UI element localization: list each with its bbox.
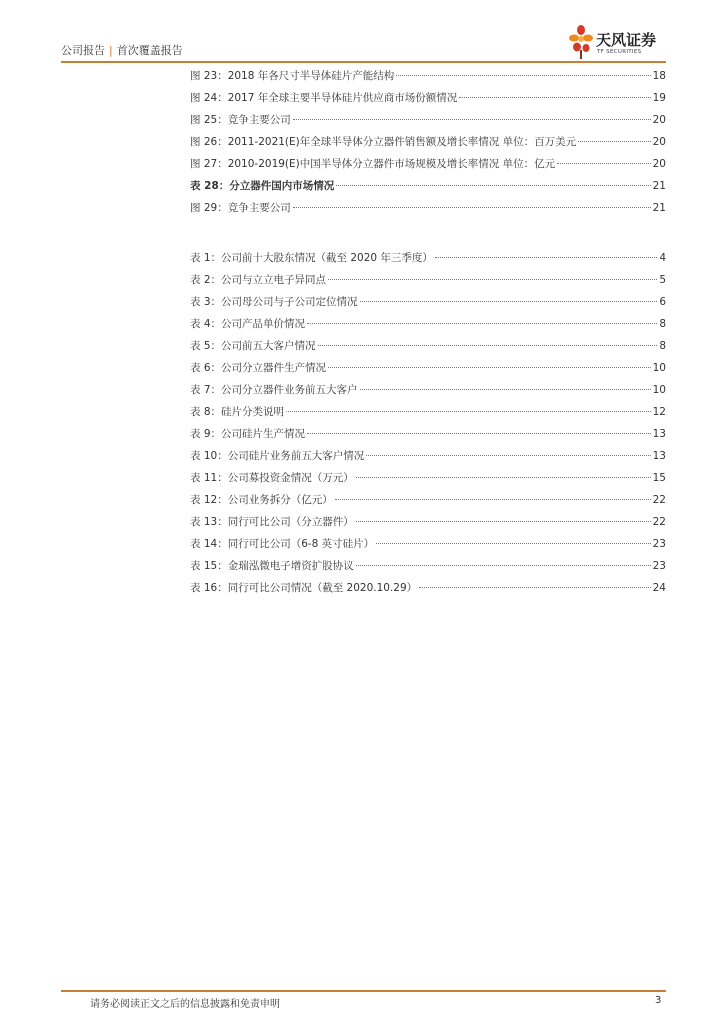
table-entry[interactable] [190,448,666,470]
entry-page-number: 8 [659,340,666,352]
figure-entry[interactable] [190,112,666,134]
table-entry[interactable] [190,360,666,382]
table-entry[interactable] [190,250,666,272]
entry-page-number: 20 [652,158,666,170]
dot-leader [376,543,650,544]
figure-entry[interactable] [190,134,666,156]
dot-leader [293,119,651,120]
entry-page-number: 21 [652,202,666,214]
entry-title: 表 1：公司前十大股东情况（截至 2020 年三季度） [190,252,433,264]
entry-title: 表 12：公司业务拆分（亿元） [190,494,333,506]
table-list [190,250,666,602]
dot-leader [328,367,651,368]
dot-leader [293,207,651,208]
figure-entry[interactable] [190,200,666,222]
dot-leader [336,185,650,186]
entry-page-number: 22 [652,516,666,528]
entry-page-number: 13 [652,450,666,462]
dot-leader [356,477,651,478]
entry-title: 表 28：分立器件国内市场情况 [190,180,335,192]
entry-page-number: 18 [652,70,666,82]
entry-title: 表 10：公司硅片业务前五大客户情况 [190,450,365,462]
entry-title: 图 25：竞争主要公司 [190,114,291,126]
table-entry[interactable] [190,426,666,448]
table-entry[interactable] [190,294,666,316]
dot-leader [360,389,651,390]
dot-leader [578,141,651,142]
entry-page-number: 5 [659,274,666,286]
figure-entry[interactable] [190,156,666,178]
dot-leader [356,565,651,566]
header-right: 首次覆盖报告 [116,44,183,57]
table-entry[interactable] [190,316,666,338]
entry-page-number: 4 [659,252,666,264]
entry-title: 表 11：公司募投资金情况（万元） [190,472,354,484]
entry-page-number: 6 [659,296,666,308]
figure-entry[interactable] [190,90,666,112]
entry-page-number: 15 [652,472,666,484]
header-left: 公司报告 [61,44,105,57]
table-entry[interactable] [190,382,666,404]
entry-title: 表 6：公司分立器件生产情况 [190,362,327,374]
logo-text-cn: 天风证券 [596,31,657,49]
header-separator: | [109,44,113,57]
table-entry[interactable] [190,558,666,580]
entry-title: 表 15：金瑞泓微电子增资扩股协议 [190,560,354,572]
footer-divider [61,990,666,992]
dot-leader [307,323,657,324]
entry-page-number: 19 [652,92,666,104]
entry-page-number: 22 [652,494,666,506]
dot-leader [360,301,658,302]
entry-page-number: 20 [652,114,666,126]
entry-title: 表 7：公司分立器件业务前五大客户 [190,384,358,396]
company-logo [568,22,672,62]
figure-list [190,68,666,222]
entry-title: 表 14：同行可比公司（6-8 英寸硅片） [190,538,375,550]
entry-page-number: 10 [652,384,666,396]
entry-page-number: 13 [652,428,666,440]
dot-leader [328,279,657,280]
entry-title: 图 23：2018 年各尺寸半导体硅片产能结构 [190,70,395,82]
entry-title: 表 16：同行可比公司情况（截至 2020.10.29） [190,582,418,594]
dot-leader [356,521,651,522]
entry-page-number: 10 [652,362,666,374]
entry-page-number: 12 [652,406,666,418]
header-divider [61,61,666,63]
table-entry[interactable] [190,272,666,294]
entry-title: 表 4：公司产品单价情况 [190,318,306,330]
entry-title: 表 3：公司母公司与子公司定位情况 [190,296,358,308]
table-entry[interactable] [190,492,666,514]
entry-page-number: 20 [652,136,666,148]
dot-leader [366,455,650,456]
table-entry[interactable] [190,536,666,558]
entry-title: 图 27：2010-2019(E)中国半导体分立器件市场规模及增长率情况 单位：亿元 [190,158,556,170]
table-entry[interactable] [190,338,666,360]
entry-title: 图 26：2011-2021(E)年全球半导体分立器件销售额及增长率情况 单位：百万美元 [190,136,577,148]
table-entry[interactable] [190,470,666,492]
dot-leader [396,75,650,76]
entry-title: 图 24：2017 年全球主要半导体硅片供应商市场份额情况 [190,92,458,104]
table-entry[interactable] [190,514,666,536]
dot-leader [318,345,658,346]
page-number: 3 [655,995,662,1006]
table-entry[interactable] [190,580,666,602]
entry-title: 表 5：公司前五大客户情况 [190,340,316,352]
dot-leader [557,163,651,164]
figure-entry[interactable] [190,178,666,200]
footer-disclaimer: 请务必阅读正文之后的信息披露和免责申明 [90,999,280,1010]
entry-page-number: 23 [652,538,666,550]
entry-title: 表 8：硅片分类说明 [190,406,285,418]
dot-leader [459,97,650,98]
entry-title: 表 13：同行可比公司（分立器件） [190,516,354,528]
figure-entry[interactable] [190,68,666,90]
dot-leader [307,433,651,434]
dot-leader [335,499,651,500]
entry-title: 表 2：公司与立立电子异同点 [190,274,327,286]
entry-page-number: 24 [652,582,666,594]
logo-flower-icon [568,22,598,62]
dot-leader [286,411,651,412]
entry-page-number: 23 [652,560,666,572]
logo-text-en: TF SECURITIES [597,49,642,55]
dot-leader [419,587,650,588]
dot-leader [435,257,657,258]
entry-title: 图 29：竞争主要公司 [190,202,291,214]
table-entry[interactable] [190,404,666,426]
entry-page-number: 21 [652,180,666,192]
header-text [61,42,183,58]
entry-page-number: 8 [659,318,666,330]
entry-title: 表 9：公司硅片生产情况 [190,428,306,440]
